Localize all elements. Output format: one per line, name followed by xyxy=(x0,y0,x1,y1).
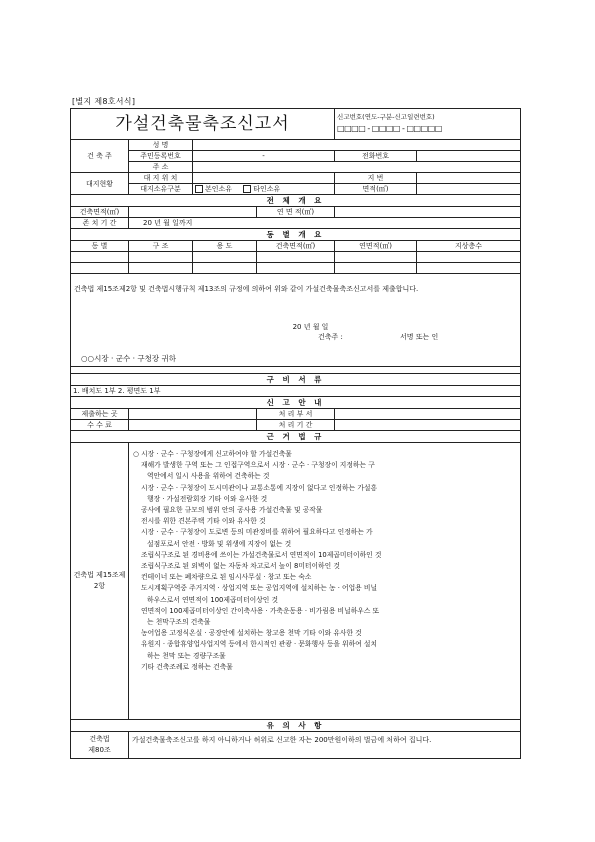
basis-line: 하는 천막 또는 경량구조물 xyxy=(147,651,226,660)
table-row xyxy=(71,263,521,274)
basis-line: 역안에서 일시 사용을 위하여 건축하는 것 xyxy=(147,472,270,481)
form-title: 가설건축물축조신고서 xyxy=(71,109,335,140)
basis-line: 시장 · 군수 · 구청장이 도시미관이나 교통소통에 지장이 없다고 인정하는 가설흥 xyxy=(141,483,378,492)
phone-field[interactable] xyxy=(417,151,521,162)
area-label: 면적(㎡) xyxy=(335,184,417,195)
table-cell[interactable] xyxy=(335,263,417,274)
basis-line: 행장 · 가설전람회장 기타 이와 유사한 것 xyxy=(147,494,268,503)
col-floor-area: 연면적(㎡) xyxy=(335,241,417,252)
own-other-checkbox[interactable] xyxy=(243,185,251,193)
floor-area-label: 연 면 적(㎡) xyxy=(257,207,335,218)
overview-header: 전 체 개 요 xyxy=(71,195,521,207)
name-label: 성 명 xyxy=(129,140,193,151)
basis-header: 근 거 법 규 xyxy=(71,431,521,443)
table-cell[interactable] xyxy=(129,252,193,263)
address-field[interactable] xyxy=(193,162,521,173)
form-table xyxy=(70,108,521,759)
basis-article: 건축법 제15조제2항 xyxy=(71,443,129,720)
rrn-field[interactable]: - xyxy=(193,151,335,162)
per-building-header: 동 별 개 요 xyxy=(71,229,521,241)
declaration-text: 건축법 제15조제2항 및 건축법시행규칙 제13조의 규정에 의하여 위와 같이 가설건축물축조신고서를 제출합니다. xyxy=(71,280,521,322)
caution-article-line: 제80조 xyxy=(88,746,111,754)
period-label: 존 치 기 간 xyxy=(71,218,129,229)
table-cell[interactable] xyxy=(71,263,129,274)
table-cell[interactable] xyxy=(71,252,129,263)
basis-line: 농어업용 고정식온실 · 공장안에 설치하는 창고용 천막 기타 이와 유사한 것 xyxy=(141,629,362,638)
site-label: 대지현황 xyxy=(71,173,129,195)
basis-line: 공사에 필요한 규모의 범위 안의 공사용 가설건축물 및 공작물 xyxy=(141,506,323,515)
fee-field xyxy=(129,420,257,431)
area-field[interactable] xyxy=(417,184,521,195)
report-number-cell xyxy=(335,109,521,140)
basis-line: 재해가 발생한 구역 또는 그 인접구역으로서 시장 · 군수 · 구청장이 지정하는 구 xyxy=(141,461,375,470)
period-field[interactable]: 20 년 월 일까지 xyxy=(129,218,521,229)
table-cell[interactable] xyxy=(335,252,417,263)
location-label: 대 지 위 치 xyxy=(129,173,193,184)
building-area-field[interactable] xyxy=(129,207,257,218)
own-self-checkbox[interactable] xyxy=(195,185,203,193)
location-field[interactable] xyxy=(193,173,335,184)
addressee: ○○시장 · 군수 · 구청장 귀하 xyxy=(71,352,521,367)
date-line[interactable]: 20 년 월 일 xyxy=(292,323,329,331)
applicant-label: 건 축 주 xyxy=(71,140,129,173)
table-cell[interactable] xyxy=(129,263,193,274)
report-number-label: 신고번호(연도-구분-신고일련번호) xyxy=(337,113,435,121)
dept-label: 처 리 부 서 xyxy=(257,409,335,420)
caution-article-line: 건축법 xyxy=(89,735,110,743)
dept-field xyxy=(335,409,521,420)
signer-line xyxy=(74,332,517,342)
table-row xyxy=(71,252,521,263)
phone-label: 전화번호 xyxy=(335,151,417,162)
lot-label: 지 번 xyxy=(335,173,417,184)
table-cell[interactable] xyxy=(257,263,335,274)
guide-header: 신 고 안 내 xyxy=(71,397,521,409)
ownership-options xyxy=(193,184,335,195)
sign-label[interactable]: 서명 또는 인 xyxy=(400,333,439,341)
table-cell[interactable] xyxy=(193,252,257,263)
basis-line: 유원지 · 종합휴양업사업지역 등에서 한시적인 관광 · 문화행사 등을 위하여 설치 xyxy=(141,640,378,649)
basis-line: 도시계획구역중 주거지역 · 상업지역 또는 공업지역에 설치하는 농 · 어업용 비닐 xyxy=(141,584,378,593)
basis-line: 기타 건축조례로 정하는 건축물 xyxy=(141,662,233,671)
fee-label: 수 수 료 xyxy=(71,420,129,431)
signer-label: 건축주 : xyxy=(318,333,343,341)
basis-line: ○ 시장 · 군수 · 구청장에게 신고하여야 할 가설건축물 xyxy=(133,450,292,458)
spacer xyxy=(71,367,521,374)
caution-text: 가설건축물축조신고를 하지 아니하거나 허위로 신고한 자는 200만원이하의 벌금에 처하여 집니다. xyxy=(129,732,521,759)
floor-area-field[interactable] xyxy=(335,207,521,218)
basis-line: 설점포로서 안전 · 방화 및 위생에 지장이 없는 것 xyxy=(147,539,292,548)
name-field[interactable] xyxy=(193,140,521,151)
report-form xyxy=(70,108,520,754)
address-label: 주 소 xyxy=(129,162,193,173)
submit-label: 제출하는 곳 xyxy=(71,409,129,420)
col-building-area: 건축면적(㎡) xyxy=(257,241,335,252)
col-structure: 구 조 xyxy=(129,241,193,252)
own-other-label: 타인소유 xyxy=(253,185,281,193)
table-cell[interactable] xyxy=(257,252,335,263)
col-use: 용 도 xyxy=(193,241,257,252)
basis-line: 시장 · 군수 · 구청장이 도로변 등의 미관정비를 위하여 필요하다고 인정하는 가 xyxy=(141,528,373,537)
rrn-label: 주민등록번호 xyxy=(129,151,193,162)
basis-line: 는 천막구조의 건축물 xyxy=(147,618,211,627)
own-self-label: 본인소유 xyxy=(205,185,233,193)
documents-header: 구 비 서 류 xyxy=(71,374,521,386)
caution-header: 유 의 사 항 xyxy=(71,720,521,732)
col-floors: 지상층수 xyxy=(417,241,521,252)
basis-line: 연면적이 100제곱미터이상인 간이축사용 · 가축운동용 · 비가림용 비닐하우스 또 xyxy=(141,606,380,615)
basis-line: 조립식구조로 된 외벽이 없는 자동차 차고로서 높이 8미터이하인 것 xyxy=(141,562,340,571)
processing-period-field xyxy=(335,420,521,431)
form-label: [별지 제8호서식] xyxy=(72,97,136,106)
basis-line: 조립식구조로 된 경비용에 쓰이는 가설건축물로서 연면적이 10제곱미터이하인 것 xyxy=(141,550,382,559)
table-cell[interactable] xyxy=(417,263,521,274)
date-sign-block xyxy=(71,322,521,352)
basis-line: 전시를 위한 견본주택 기타 이와 유사한 것 xyxy=(141,517,266,526)
col-building: 동 별 xyxy=(71,241,129,252)
documents-items: 1. 배치도 1부 2. 평면도 1부 xyxy=(71,386,521,397)
basis-line: 하우스로서 연면적이 100제곱미터이상인 것 xyxy=(147,595,279,604)
building-area-label: 건축면적(㎡) xyxy=(71,207,129,218)
lot-field[interactable] xyxy=(417,173,521,184)
report-number-boxes[interactable]: □□□□ - □□□□ - □□□□□ xyxy=(337,124,442,133)
processing-period-label: 처 리 기 간 xyxy=(257,420,335,431)
basis-line: 컨테이너 또는 폐차량으로 된 임시사무실 · 창고 또는 숙소 xyxy=(141,573,312,582)
table-cell[interactable] xyxy=(417,252,521,263)
ownership-label: 대지소유구분 xyxy=(129,184,193,195)
table-cell[interactable] xyxy=(193,263,257,274)
submit-field xyxy=(129,409,257,420)
basis-list xyxy=(129,443,521,720)
caution-article xyxy=(71,732,129,759)
